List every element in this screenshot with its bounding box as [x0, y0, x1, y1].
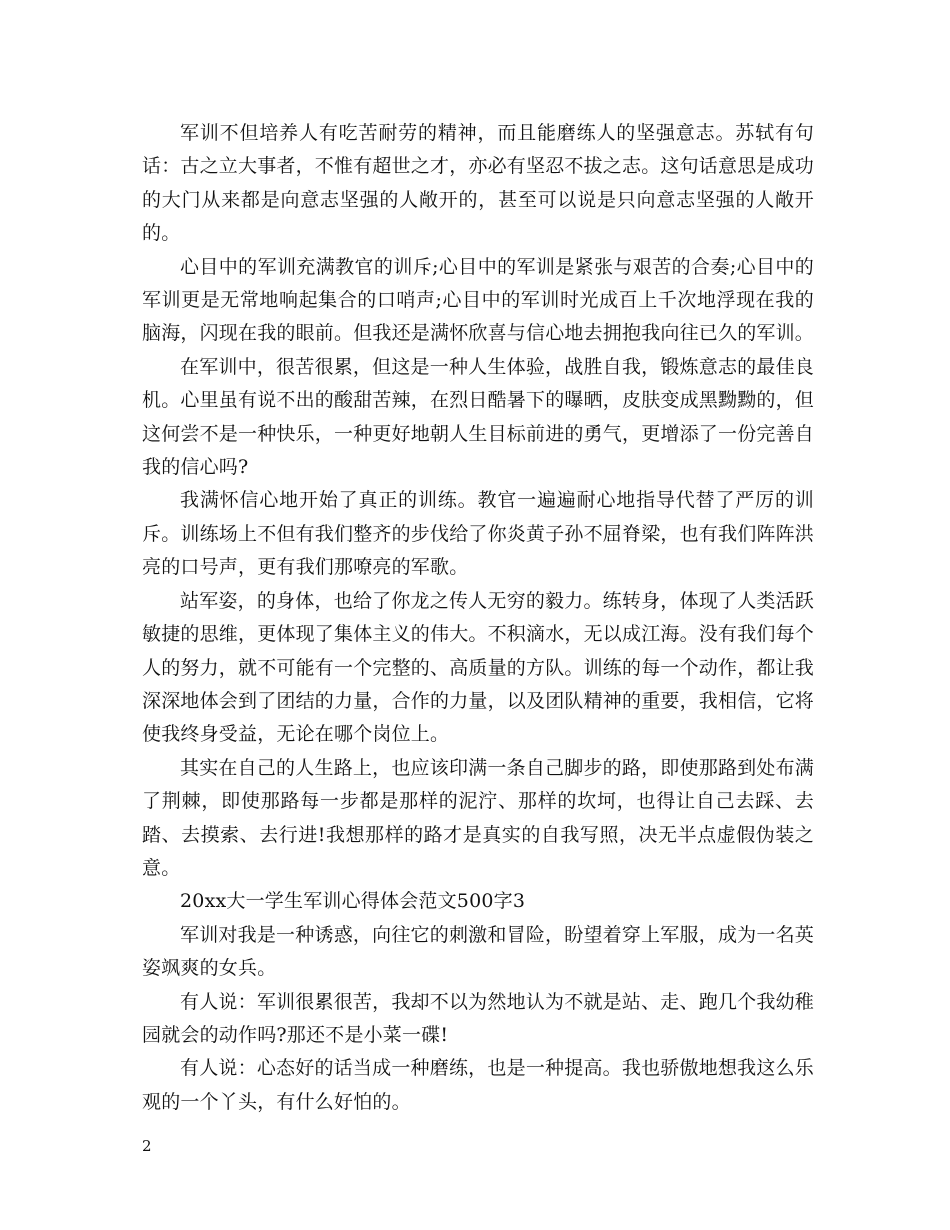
paragraph: 我满怀信心地开始了真正的训练。教官一遍遍耐心地指导代替了严厉的训斥。训练场上不但有我们整齐的步伐给了你炎黄子孙不屈脊梁，也有我们阵阵洪亮的口号声，更有我们那嘹亮的军歌。	[142, 489, 815, 579]
page-number: 2	[142, 1137, 152, 1155]
paragraph: 心目中的军训充满教官的训斥;心目中的军训是紧张与艰苦的合奏;心目中的军训更是无常地响起集合的口哨声;心目中的军训时光成百上千次地浮现在我的脑海，闪现在我的眼前。但我还是满怀欣喜与信心地去拥抱我向往已久的军训。	[142, 255, 815, 345]
paragraph: 有人说：心态好的话当成一种磨练，也是一种提高。我也骄傲地想我这么乐观的一个丫头，有什么好怕的。	[142, 1057, 814, 1113]
section-heading: 20xx大一学生军训心得体会范文500字3	[180, 890, 526, 913]
paragraph: 在军训中，很苦很累，但这是一种人生体验，战胜自我，锻炼意志的最佳良机。心里虽有说不出的酸甜苦辣，在烈日酷暑下的曝晒，皮肤变成黑黝黝的，但这何尝不是一种快乐，一种更好地朝人生目标前进的勇气，更增添了一份完善自我的信心吗?	[142, 355, 815, 479]
paragraph: 站军姿，的身体，也给了你龙之传人无穷的毅力。练转身，体现了人类活跃敏捷的思维，更体现了集体主义的伟大。不积滴水，无以成江海。没有我们每个人的努力，就不可能有一个完整的、高质量的方队。训练的每一个动作，都让我深深地体会到了团结的力量，合作的力量，以及团队精神的重要，我相信，它将使我终身受益，无论在哪个岗位上。	[142, 589, 815, 746]
paragraph: 有人说：军训很累很苦，我却不以为然地认为不就是站、走、跑几个我幼稚园就会的动作吗?那还不是小菜一碟!	[142, 990, 814, 1046]
paragraph: 其实在自己的人生路上，也应该印满一条自己脚步的路，即使那路到处布满了荆棘，即使那路每一步都是那样的泥泞、那样的坎坷，也得让自己去踩、去踏、去摸索、去行进!我想那样的路才是真实的自我写照，决无半点虚假伪装之意。	[142, 756, 814, 879]
paragraph: 军训不但培养人有吃苦耐劳的精神，而且能磨练人的坚强意志。苏轼有句话：古之立大事者，不惟有超世之才，亦必有坚忍不拔之志。这句话意思是成功的大门从来都是向意志坚强的人敞开的，甚至可以说是只向意志坚强的人敞开的。	[142, 122, 815, 245]
paragraph: 军训对我是一种诱惑，向往它的刺激和冒险，盼望着穿上军服，成为一名英姿飒爽的女兵。	[142, 923, 814, 980]
document-body	[142, 117, 814, 1119]
